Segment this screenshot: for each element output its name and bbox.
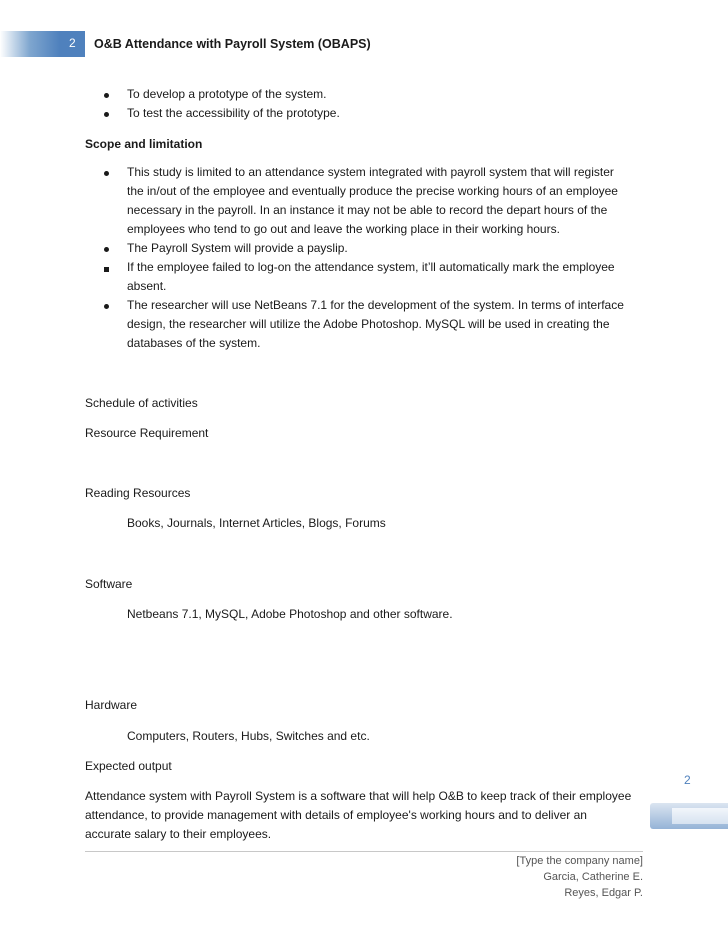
- header-title: O&B Attendance with Payroll System (OBAPS): [94, 37, 371, 51]
- footer-rule: [85, 851, 643, 852]
- list-item-line: If the employee failed to log-on the attendance system, it’ll automatically mark the employee: [127, 260, 615, 274]
- software-heading: Software: [85, 577, 133, 591]
- bullet-icon: [104, 267, 109, 272]
- list-item-line: employees who tend to go out and leave the working place in their working hours.: [127, 222, 560, 236]
- footer-company: [Type the company name]: [516, 855, 643, 867]
- list-item-line: absent.: [127, 279, 167, 293]
- bullet-icon: [104, 247, 109, 252]
- list-item-line: The researcher will use NetBeans 7.1 for the development of the system. In terms of interface: [127, 298, 624, 312]
- list-item-line: databases of the system.: [127, 336, 261, 350]
- bullet-icon: [104, 112, 109, 117]
- side-page-number: 2: [684, 773, 691, 787]
- list-item-line: This study is limited to an attendance system integrated with payroll system that will register: [127, 165, 614, 179]
- schedule-heading: Schedule of activities: [85, 396, 198, 410]
- list-item-line: The Payroll System will provide a payslip.: [127, 241, 348, 255]
- footer-author: Reyes, Edgar P.: [564, 887, 643, 899]
- bullet-icon: [104, 304, 109, 309]
- side-page-tab-inner: [672, 808, 728, 824]
- hardware-text: Computers, Routers, Hubs, Switches and etc.: [127, 729, 370, 743]
- bullet-icon: [104, 171, 109, 176]
- list-item-line: design, the researcher will utilize the Adobe Photoshop. MySQL will be used in creating the: [127, 317, 610, 331]
- bullet-icon: [104, 93, 109, 98]
- resource-heading: Resource Requirement: [85, 426, 209, 440]
- paragraph-line: attendance, to provide management with details of employee's working hours and to deliver an: [85, 808, 587, 822]
- reading-heading: Reading Resources: [85, 486, 191, 500]
- paragraph-line: Attendance system with Payroll System is a software that will help O&B to keep track of their employee: [85, 789, 632, 803]
- list-item: To develop a prototype of the system.: [127, 87, 327, 101]
- software-text: Netbeans 7.1, MySQL, Adobe Photoshop and other software.: [127, 607, 453, 621]
- list-item: To test the accessibility of the prototype.: [127, 106, 340, 120]
- reading-text: Books, Journals, Internet Articles, Blogs, Forums: [127, 516, 386, 530]
- paragraph-line: accurate salary to their employees.: [85, 827, 272, 841]
- hardware-heading: Hardware: [85, 698, 138, 712]
- list-item-line: the in/out of the employee and eventually produce the precise working hours of an employee: [127, 184, 618, 198]
- scope-heading: Scope and limitation: [85, 137, 203, 151]
- footer-author: Garcia, Catherine E.: [543, 871, 643, 883]
- expected-heading: Expected output: [85, 759, 172, 773]
- header-page-number: 2: [69, 36, 76, 50]
- list-item-line: necessary in the payroll. In an instance it may not be able to record the depart hours of the: [127, 203, 608, 217]
